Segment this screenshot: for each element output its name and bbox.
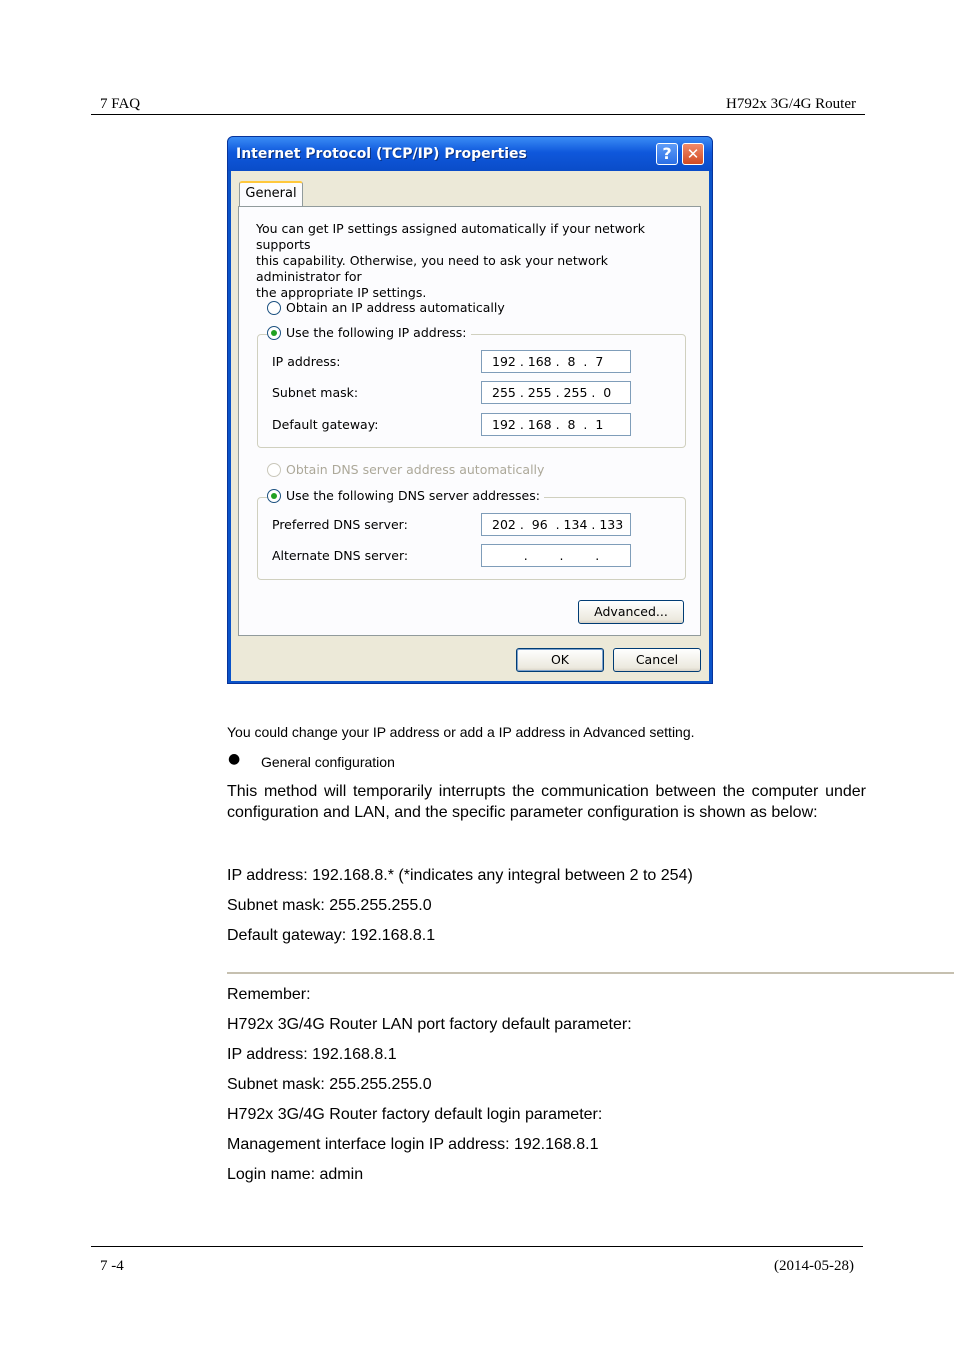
- remember-line: IP address: 192.168.8.1: [227, 1046, 397, 1063]
- page-header-section: 7 FAQ: [100, 96, 141, 112]
- intro-line: the appropriate IP settings.: [256, 285, 427, 300]
- footer-rule: [91, 1246, 863, 1247]
- intro-line: You can get IP settings assigned automatically if your network supports: [256, 221, 645, 252]
- remember-line: Login name: admin: [227, 1166, 364, 1183]
- cancel-button[interactable]: Cancel: [613, 648, 701, 672]
- radio-obtain-ip-label: Obtain an IP address automatically: [286, 300, 505, 315]
- dialog-titlebar: [228, 137, 712, 171]
- alternate-dns-label: Alternate DNS server:: [272, 548, 409, 563]
- ip-address-label: IP address:: [272, 354, 341, 369]
- radio-disabled-icon: [267, 463, 281, 477]
- subnet-mask-field[interactable]: 255 . 255 . 255 . 0: [481, 381, 631, 404]
- bullet-general-configuration: General configuration: [261, 754, 395, 770]
- radio-unchecked-icon[interactable]: [267, 301, 281, 315]
- configuration-paragraph: This method will temporarily interrupts the communication between the computer under configuration and LAN, and the specific parameter configuration is shown as below:: [227, 783, 866, 821]
- dialog-client-area: [231, 171, 709, 681]
- radio-obtain-dns: [267, 462, 544, 477]
- remember-line: H792x 3G/4G Router factory default login parameter:: [227, 1106, 603, 1123]
- alternate-dns-field[interactable]: . . .: [481, 544, 631, 567]
- subnet-mask-label: Subnet mask:: [272, 385, 359, 400]
- remember-line: H792x 3G/4G Router LAN port factory default parameter:: [227, 1016, 632, 1033]
- config-line: IP address: 192.168.8.* (*indicates any integral between 2 to 254): [227, 867, 693, 884]
- preferred-dns-label: Preferred DNS server:: [272, 517, 408, 532]
- advanced-setting-note: You could change your IP address or add a IP address in Advanced setting.: [227, 724, 695, 740]
- radio-obtain-ip[interactable]: [267, 300, 505, 315]
- ok-button[interactable]: OK: [516, 648, 604, 672]
- document-date: (2014-05-28): [774, 1258, 854, 1274]
- header-rule: [91, 114, 865, 115]
- radio-obtain-dns-label: Obtain DNS server address automatically: [286, 462, 545, 477]
- general-tab-panel: [238, 206, 701, 636]
- default-gateway-label: Default gateway:: [272, 417, 379, 432]
- config-line: Subnet mask: 255.255.255.0: [227, 897, 432, 914]
- dns-group: [257, 497, 686, 580]
- ip-address-field[interactable]: 192 . 168 . 8 . 7: [481, 350, 631, 373]
- advanced-button[interactable]: Advanced...: [578, 600, 684, 624]
- radio-use-ip[interactable]: [267, 325, 471, 340]
- section-divider: [227, 972, 954, 974]
- dialog-title: Internet Protocol (TCP/IP) Properties: [236, 146, 527, 162]
- intro-line: this capability. Otherwise, you need to ask your network administrator for: [256, 253, 608, 284]
- default-gateway-field[interactable]: 192 . 168 . 8 . 1: [481, 413, 631, 436]
- radio-checked-icon[interactable]: [267, 489, 281, 503]
- bullet-icon: ●: [228, 751, 241, 767]
- remember-line: Subnet mask: 255.255.255.0: [227, 1076, 432, 1093]
- remember-line: Remember:: [227, 986, 311, 1003]
- intro-text: [256, 221, 686, 301]
- tab-general[interactable]: General: [239, 181, 303, 207]
- preferred-dns-field[interactable]: 202 . 96 . 134 . 133: [481, 513, 631, 536]
- tcpip-properties-dialog: [227, 136, 713, 684]
- radio-checked-icon[interactable]: [267, 326, 281, 340]
- help-icon[interactable]: ?: [656, 143, 678, 165]
- page-header-product: H792x 3G/4G Router: [726, 96, 856, 112]
- radio-use-dns[interactable]: [267, 488, 544, 503]
- radio-use-ip-label: Use the following IP address:: [286, 325, 467, 340]
- config-line: Default gateway: 192.168.8.1: [227, 927, 436, 944]
- close-icon[interactable]: ✕: [682, 143, 704, 165]
- page-number: 7 -4: [100, 1258, 124, 1274]
- remember-line: Management interface login IP address: 192.168.8.1: [227, 1136, 599, 1153]
- radio-use-dns-label: Use the following DNS server addresses:: [286, 488, 540, 503]
